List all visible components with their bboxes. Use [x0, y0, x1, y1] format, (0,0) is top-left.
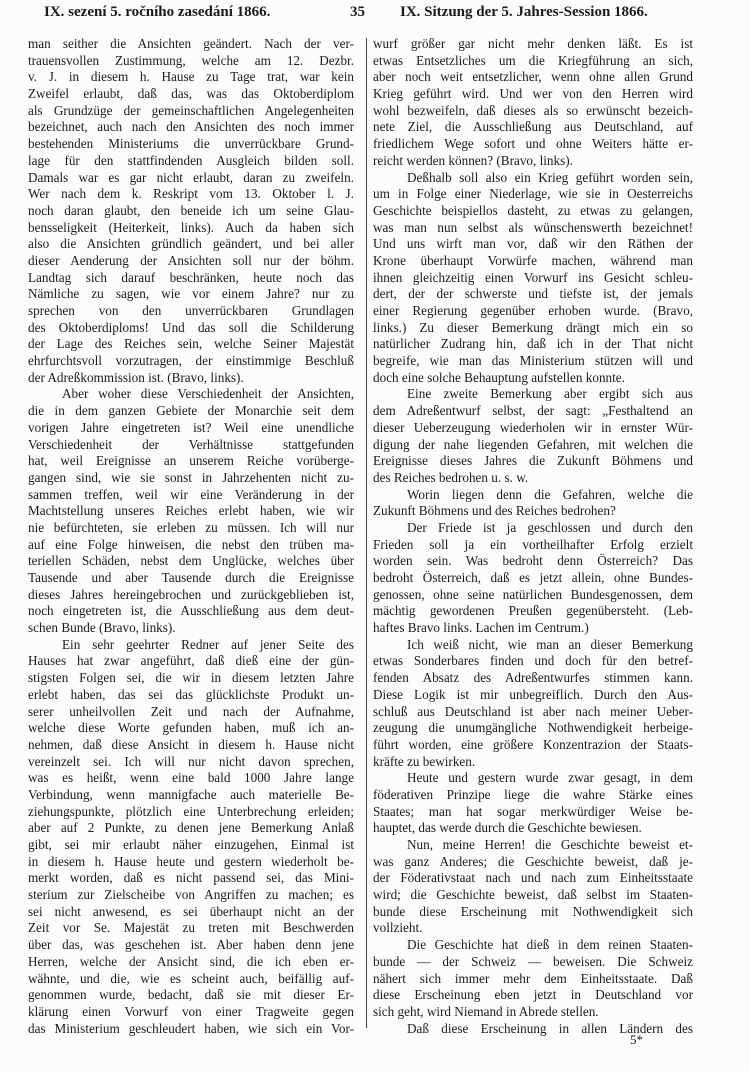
text-line: Frieden soll ja ein vortheilhafter Erfolg erzielt — [373, 536, 693, 552]
text-line: wurf größer gar nicht mehr denken läßt. Es ist — [373, 36, 693, 51]
text-line: als Grundzüge der gemeinschaftlichen Angelegenheiten — [28, 102, 354, 118]
text-line: Nämliche zu sagen, wie vor einem Jahre? nur zu — [28, 286, 354, 302]
text-line: Tausende und aber Tausende durch die Ereignisse — [28, 570, 354, 585]
paragraph — [373, 1021, 693, 1038]
text-line: dem Adreßentwurf selbst, der sagt: „Festhaltend an — [373, 403, 693, 419]
text-line: noch eingetreten ist, die Ausschließung aus dem deut- — [28, 603, 354, 619]
paragraph — [28, 386, 354, 636]
text-line: was ganz Anderes; die Geschichte beweist, daß je- — [373, 853, 693, 869]
right-text-column — [373, 36, 693, 1037]
text-line: vereinzelt sei. Ich will nur nicht davon sprechen, — [28, 753, 354, 769]
text-line: etwas Entsetzliches um die Kriegführung an sich, — [373, 52, 693, 68]
text-line: also die Ansichten gründlich geändert, und bei aller — [28, 236, 354, 252]
text-line: v. J. in diesem h. Hause zu Tage trat, war kein — [28, 69, 354, 85]
paragraph — [373, 36, 693, 170]
paragraph — [373, 937, 693, 1020]
text-line: etwas Sonderbares finden und doch für den betref- — [373, 653, 693, 669]
text-line: um in Folge einer Niederlage, wie sie in Oesterreichs — [373, 186, 693, 202]
left-text-column — [28, 36, 354, 1037]
paragraph — [373, 170, 693, 387]
text-line: haftes Bravo links. Lachen im Centrum.) — [373, 620, 589, 636]
text-line: serer unheilvollen Zeit und nach der Aufnahme, — [28, 703, 354, 719]
text-line: man seither die Ansichten geändert. Nach der ver- — [28, 36, 354, 51]
text-line: nie befürchteten, sie erleben zu müssen. Ich will nur — [28, 519, 354, 535]
header-german-title: IX. Sitzung der 5. Jahres-Session 1866. — [400, 4, 648, 20]
text-line: Ereignisse dieses Jahres die Zukunft Böhmens und — [373, 453, 693, 469]
text-line: klärung einen Vorwurf von einer Tragweite gegen — [28, 1003, 354, 1019]
text-line: dieser Ueberzeugung wiederholen wir in ernster Wür- — [373, 419, 693, 435]
text-line: in diesem h. Hause heute und gestern wiederholt be- — [28, 853, 354, 869]
paragraph — [373, 487, 693, 520]
paragraph — [28, 36, 354, 386]
text-line: wird; die Geschichte beweist, daß selbst im Staaten- — [373, 887, 693, 903]
text-line: nehmen, daß diese Ansicht in diesem h. Hause nicht — [28, 736, 354, 752]
text-line: hauptet, das werde durch die Geschichte bewiesen. — [373, 820, 642, 836]
paragraph — [373, 770, 693, 837]
text-line: ihnen gleichzeitig einen Vorwurf ins Gesicht schleu- — [373, 269, 693, 285]
text-line: doch eine solche Behauptung aufstellen konnte. — [373, 369, 625, 385]
text-line: bunde diese Erscheinung mit Nothwendigkeit sich — [373, 903, 693, 919]
text-line: nähert sich immer mehr dem Einheitsstaate. Daß — [373, 970, 693, 986]
text-line: bezeichnet, auch nach den Ansichten des noch immer — [28, 119, 354, 135]
text-line: fenden Absatz des Adreßentwurfes stimmen kann. — [373, 670, 693, 686]
text-line: das Ministerium geschleudert haben, wie sich ein Vor- — [28, 1020, 354, 1036]
text-line: die in dem ganzen Gebiete der Monarchie seit dem — [28, 403, 354, 419]
text-line: Landtag sich darauf beschränken, heute noch das — [28, 269, 354, 285]
text-line: Ein sehr geehrter Redner auf jener Seite des — [62, 636, 354, 652]
text-line: wähnte, und die, wie es scheint auch, beifällig auf- — [28, 970, 354, 986]
text-line: Und uns wirft man vor, daß wir den Räthen der — [373, 236, 693, 252]
text-line: bestehenden Ministeriums die unverrückbare Grund- — [28, 136, 354, 152]
text-line: des Reiches bedrohen u. s. w. — [373, 469, 529, 485]
text-line: welche diese Worte gefunden haben, muß ich an- — [28, 720, 354, 736]
text-line: links.) Zu dieser Bemerkung drängt mich ein so — [373, 319, 693, 335]
text-line: Staates; man hat sogar merkwürdiger Weise be- — [373, 803, 693, 819]
footer-signature-mark: 5* — [630, 1032, 643, 1047]
column-divider — [366, 38, 367, 1028]
text-line: erlebt haben, das sei das glücklichste Produkt un- — [28, 686, 354, 702]
text-line: genommen wurde, bedacht, daß sie mit dieser Er- — [28, 987, 354, 1003]
text-line: Wer nach dem k. Reskript vom 13. Oktober l. J. — [28, 186, 354, 202]
text-line: kräfte zu bewirken. — [373, 753, 476, 769]
page-number: 35 — [350, 4, 365, 20]
text-line: wohl bezweifeln, daß dieses als so erwünscht bezeich- — [373, 102, 693, 118]
paragraph — [373, 837, 693, 937]
text-line: bedroht Österreich, daß es jetzt allein, ohne Bundes- — [373, 570, 693, 585]
text-line: des Oktoberdiploms! Und das soll die Schilderung — [28, 319, 354, 335]
text-line: sich geht, wird Niemand in Abrede stellen. — [373, 1003, 599, 1019]
text-line: auf eine Folge hinweisen, die nebst den trüben ma- — [28, 536, 354, 552]
text-line: Worin liegen denn die Gefahren, welche die — [407, 486, 693, 502]
text-line: Ich weiß nicht, wie man an dieser Bemerkung — [407, 636, 693, 652]
paragraph — [373, 637, 693, 771]
text-line: merkt worden, daß es nicht passend sei, das Mini- — [28, 870, 354, 886]
text-line: gangen sind, wie sie sonst in Jahrzehenten nicht zu- — [28, 469, 354, 485]
text-line: zeugung die unumgängliche Nothwendigkeit herbeige- — [373, 720, 693, 736]
text-line: aber auf 2 Punkte, zu denen jene Bemerkung Anlaß — [28, 820, 354, 836]
text-line: Nun, meine Herren! die Geschichte beweist et- — [407, 837, 693, 852]
text-line: Heute und gestern wurde zwar gesagt, in dem — [407, 770, 693, 786]
text-line: genossen, ohne seine natürlichen Bundesgenossen, dem — [373, 586, 693, 602]
text-line: Diese Logik ist mir unbegreiflich. Durch den Aus- — [373, 686, 693, 702]
text-line: vollzieht. — [373, 920, 423, 936]
text-line: Daß diese Erscheinung in allen Ländern des — [407, 1020, 693, 1036]
text-line: hat, weil Ereignisse an unserem Reiche vorüberge- — [28, 453, 354, 469]
text-line: Aber woher diese Verschiedenheit der Ansichten, — [62, 386, 354, 402]
text-line: friedlichem Wege sofort und ohne Weiters hätte er- — [373, 136, 693, 152]
text-line: der Adreßkommission ist. (Bravo, links). — [28, 369, 244, 385]
text-line: über das, was geschehen ist. Aber haben denn jene — [28, 937, 354, 953]
text-line: sammen treffen, weil wir eine Veränderung in der — [28, 486, 354, 502]
paragraph — [373, 386, 693, 486]
text-line: einer Regierung gegenüber erhoben wurde. (Bravo, — [373, 303, 693, 318]
text-line: dert, der der schwerste und tiefste ist, der jemals — [373, 286, 693, 302]
text-line: Geschichte beispiellos dasteht, zu etwas zu gelangen, — [373, 202, 693, 218]
text-line: sprechen von den unverrückbaren Grundlagen — [28, 303, 354, 318]
text-line: lage für den stattfindenden Ausgleich bilden soll. — [28, 152, 354, 168]
text-line: sterium zur Zielscheibe von Angriffen zu machen; es — [28, 887, 354, 903]
text-line: Verschiedenheit der Verhältnisse stattgefunden — [28, 436, 354, 452]
text-line: reicht werden können? (Bravo, links). — [373, 152, 573, 168]
text-line: natürlicher Zudrang hin, daß ich in der That nicht — [373, 336, 693, 352]
text-line: Die Geschichte hat dieß in dem reinen Staaten- — [407, 937, 693, 953]
paragraph — [28, 637, 354, 1038]
text-line: der Föderativstaat nach und nach zum Einheitsstaate — [373, 870, 693, 886]
text-line: schluß aus Deutschland ist aber nach meiner Ueber- — [373, 703, 693, 719]
text-line: bunde — der Schweiz — beweisen. Die Schweiz — [373, 953, 693, 969]
text-line: Deßhalb soll also ein Krieg geführt worden sein, — [407, 169, 693, 185]
text-line: dieses Jahres hereingebrochen und zurückgeblieben ist, — [28, 586, 354, 602]
text-line: schen Bunde (Bravo, links). — [28, 620, 176, 636]
text-line: der Lage des Reiches sein, welche Seiner Majestät — [28, 336, 354, 352]
text-line: nete Ziel, die Ausschließung aus Deutschland, auf — [373, 119, 693, 135]
text-line: stigsten Folgen sei, die wir in diesem letzten Jahre — [28, 670, 354, 686]
header-czech-title: IX. sezení 5. ročního zasedání 1866. — [44, 4, 271, 20]
text-line: Hauses hat zwar angeführt, daß dieß eine der gün- — [28, 653, 354, 669]
text-line: begreife, wie man das Ministerium stützen will und — [373, 353, 693, 369]
text-line: Herren, welche der Ansicht sind, die ich eben er- — [28, 953, 354, 969]
text-line: Zweifel erlaubt, daß das, was das Oktoberdiplom — [28, 86, 354, 102]
paragraph — [373, 520, 693, 637]
text-line: bensseligkeit (Heiterkeit, links). Auch da haben sich — [28, 219, 354, 235]
text-line: dieser Aenderung der Ansichten soll nur der böhm. — [28, 252, 354, 268]
text-line: Zukunft Böhmens und des Reiches bedrohen? — [373, 503, 616, 519]
text-line: Verbindung, wenn mannigfache auch materielle Be- — [28, 786, 354, 802]
text-line: Eine zweite Bemerkung aber ergibt sich aus — [407, 386, 693, 402]
text-line: Der Friede ist ja geschlossen und durch den — [407, 519, 693, 535]
text-line: Krone überhaupt Vorwürfe machen, während man — [373, 252, 693, 268]
text-line: ziehungspunkte, plötzlich eine Unterbrechung erleiden; — [28, 803, 354, 819]
text-line: aber noch weit entsetzlicher, wenn ohne allen Grund — [373, 69, 693, 85]
text-line: Damals war es gar nicht erlaubt, daran zu zweifeln. — [28, 169, 354, 185]
text-line: föderativen Prinzipe liege die wahre Stärke eines — [373, 786, 693, 802]
text-line: trauensvollen Zustimmung, welche am 12. Dezbr. — [28, 52, 354, 68]
text-line: Machtstellung unseres Reiches erlebt haben, wie wir — [28, 503, 354, 519]
text-line: gibt, sei mir erlaubt näher einzugehen, Einmal ist — [28, 837, 354, 852]
text-line: worden sein. Was bedroht denn Österreich? Das — [373, 553, 693, 569]
text-line: was es heißt, wenn eine bald 1000 Jahre lange — [28, 770, 354, 786]
text-line: noch daran glaubt, den beneide ich um seine Glau- — [28, 202, 354, 218]
text-line: mächtig gewordenen Preußen gegenübersteht. (Leb- — [373, 603, 693, 619]
text-line: führt worden, eine größere Konzentrazion der Staats- — [373, 736, 693, 752]
text-line: diese Erscheinung eben jetzt in Deutschland vor — [373, 987, 693, 1003]
text-line: vorigen Jahre eingetreten ist? Weil eine unendliche — [28, 419, 354, 435]
text-line: digung der nahe liegenden Gefahren, mit welchen die — [373, 436, 693, 452]
text-line: Krieg geführt wird. Und wer von den Herren wird — [373, 86, 693, 102]
text-line: was man nun selbst als wünschenswerth bezeichnet! — [373, 219, 693, 235]
text-line: sei nicht anwesend, es sei überhaupt nicht an der — [28, 903, 354, 919]
text-line: Zeit vor Se. Majestät zu treten mit Beschwerden — [28, 920, 354, 936]
text-line: teriellen Schäden, nebst dem Unglücke, welches über — [28, 553, 354, 569]
text-line: ehrfurchtsvoll vorzutragen, der einstimmige Beschluß — [28, 353, 354, 369]
